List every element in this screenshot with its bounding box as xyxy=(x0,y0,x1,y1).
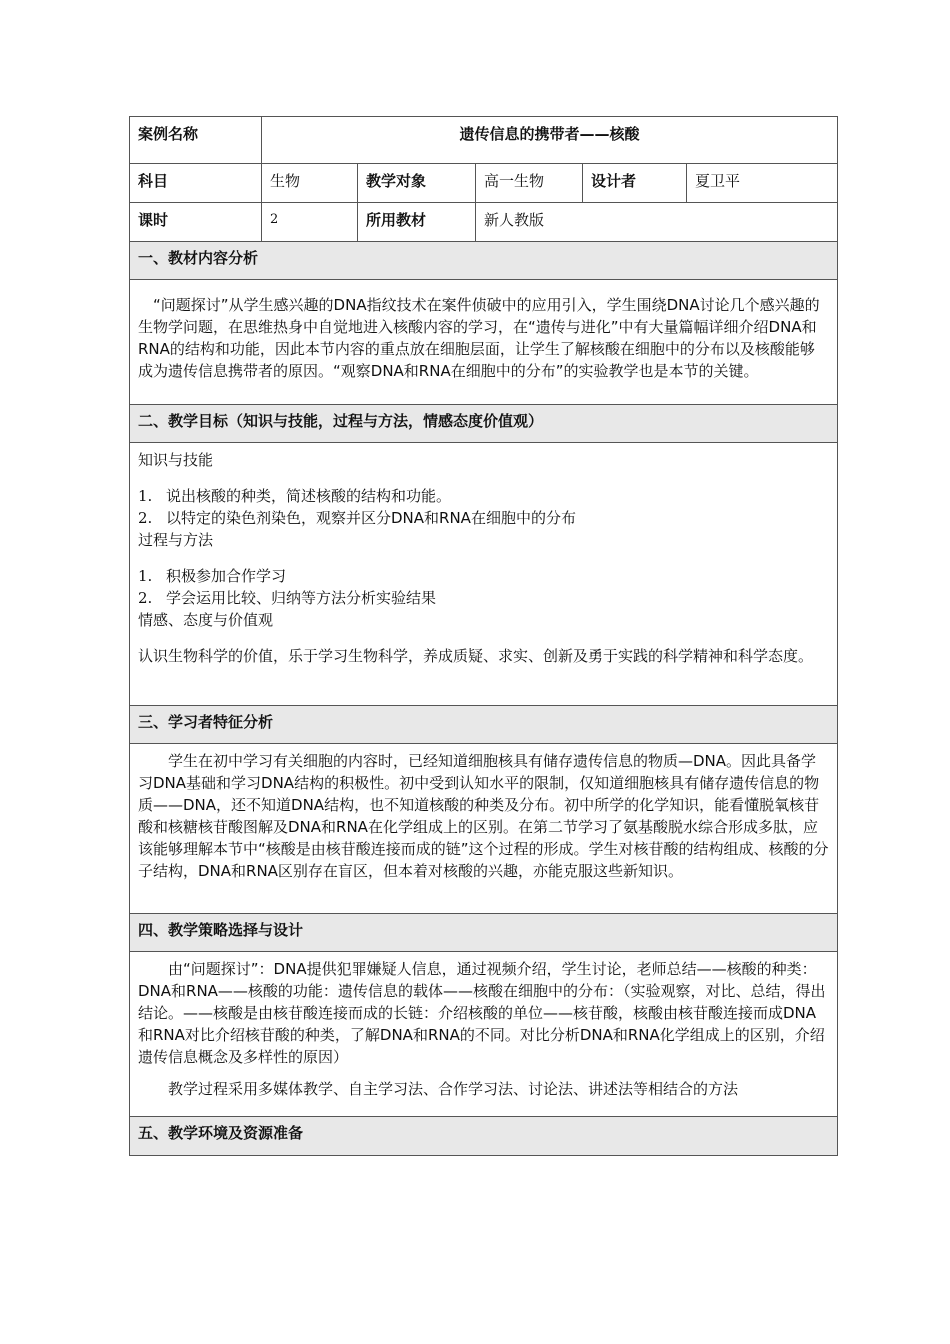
audience-label: 教学对象 xyxy=(358,164,476,203)
strategy-methods-text: 教学过程采用多媒体教学、自主学习法、合作学习法、讨论法、讲述法等相结合的方法 xyxy=(168,1080,739,1098)
process-heading: 过程与方法 xyxy=(138,531,214,549)
emotion-heading: 情感、态度与价值观 xyxy=(138,611,274,629)
knowledge-heading: 知识与技能 xyxy=(138,451,214,469)
process-item: 2. 学会运用比较、归纳等方法分析实验结果 xyxy=(138,589,437,607)
textbook-value: 新人教版 xyxy=(476,203,838,242)
textbook-label: 所用教材 xyxy=(358,203,476,242)
content-analysis-text: “问题探讨”从学生感兴趣的DNA指纹技术在案件侦破中的应用引入，学生围绕DNA讨论几个感兴趣的生物学问题，在思维热身中自觉地进入核酸内容的学习，在“遗传与进化”中有大量篇幅详细介绍DNA和RNA的结构和功能，因此本节内容的重点放在细胞层面，让学生了解核酸在细胞中的分布以及核酸能够成为遗传信息携带者的原因。“观察DNA和RNA在细胞中的分布”的实验教学也是本节的关键。 xyxy=(138,296,820,380)
case-title: 遗传信息的携带者——核酸 xyxy=(262,117,838,164)
section-4-body xyxy=(130,952,838,1117)
case-name-label: 案例名称 xyxy=(130,117,262,164)
knowledge-item: 2. 以特定的染色剂染色，观察并区分DNA和RNA在细胞中的分布 xyxy=(138,509,576,527)
section-1-body xyxy=(130,280,838,405)
section-2-body xyxy=(130,443,838,706)
section-2-heading: 二、教学目标（知识与技能，过程与方法，情感态度价值观） xyxy=(130,405,838,443)
process-item: 1. 积极参加合作学习 xyxy=(138,567,287,585)
section-3-heading: 三、学习者特征分析 xyxy=(130,706,838,744)
strategy-text: 由“问题探讨”：DNA提供犯罪嫌疑人信息，通过视频介绍，学生讨论，老师总结——核酸的种类：DNA和RNA——核酸的功能：遗传信息的载体——核酸在细胞中的分布：（实验观察，对比、总结，得出结论。——核酸是由核苷酸连接而成的长链：介绍核酸的单位——核苷酸，核酸由核苷酸连接而成DNA和RNA对比介绍核苷酸的种类，了解DNA和RNA的不同。对比分析DNA和RNA化学组成上的区别，介绍遗传信息概念及多样性的原因） xyxy=(138,960,826,1066)
designer-value: 夏卫平 xyxy=(687,164,838,203)
hours-label: 课时 xyxy=(130,203,262,242)
section-5-heading: 五、教学环境及资源准备 xyxy=(130,1117,838,1156)
designer-label: 设计者 xyxy=(583,164,687,203)
audience-value: 高一生物 xyxy=(476,164,583,203)
learner-analysis-text: 学生在初中学习有关细胞的内容时，已经知道细胞核具有储存遗传信息的物质—DNA。因此具备学习DNA基础和学习DNA结构的积极性。初中受到认知水平的限制，仅知道细胞核具有储存遗传信息的物质——DNA，还不知道DNA结构，也不知道核酸的种类及分布。初中所学的化学知识，能看懂脱氧核苷酸和核糖核苷酸图解及DNA和RNA在化学组成上的区别。在第二节学习了氨基酸脱水综合形成多肽，应该能够理解本节中“核酸是由核苷酸连接而成的链”这个过程的形成。学生对核苷酸的结构组成、核酸的分子结构，DNA和RNA区别存在盲区，但本着对核酸的兴趣，亦能克服这些新知识。 xyxy=(138,752,829,880)
section-4-heading: 四、教学策略选择与设计 xyxy=(130,914,838,952)
knowledge-item: 1. 说出核酸的种类，简述核酸的结构和功能。 xyxy=(138,487,452,505)
hours-value: 2 xyxy=(262,203,358,242)
lesson-plan-table xyxy=(129,116,838,1156)
subject-value: 生物 xyxy=(262,164,358,203)
section-3-body xyxy=(130,744,838,914)
lesson-plan-document xyxy=(129,116,837,1156)
section-1-heading: 一、教材内容分析 xyxy=(130,242,838,280)
emotion-text: 认识生物科学的价值，乐于学习生物科学，养成质疑、求实、创新及勇于实践的科学精神和科学态度。 xyxy=(138,647,814,665)
subject-label: 科目 xyxy=(130,164,262,203)
